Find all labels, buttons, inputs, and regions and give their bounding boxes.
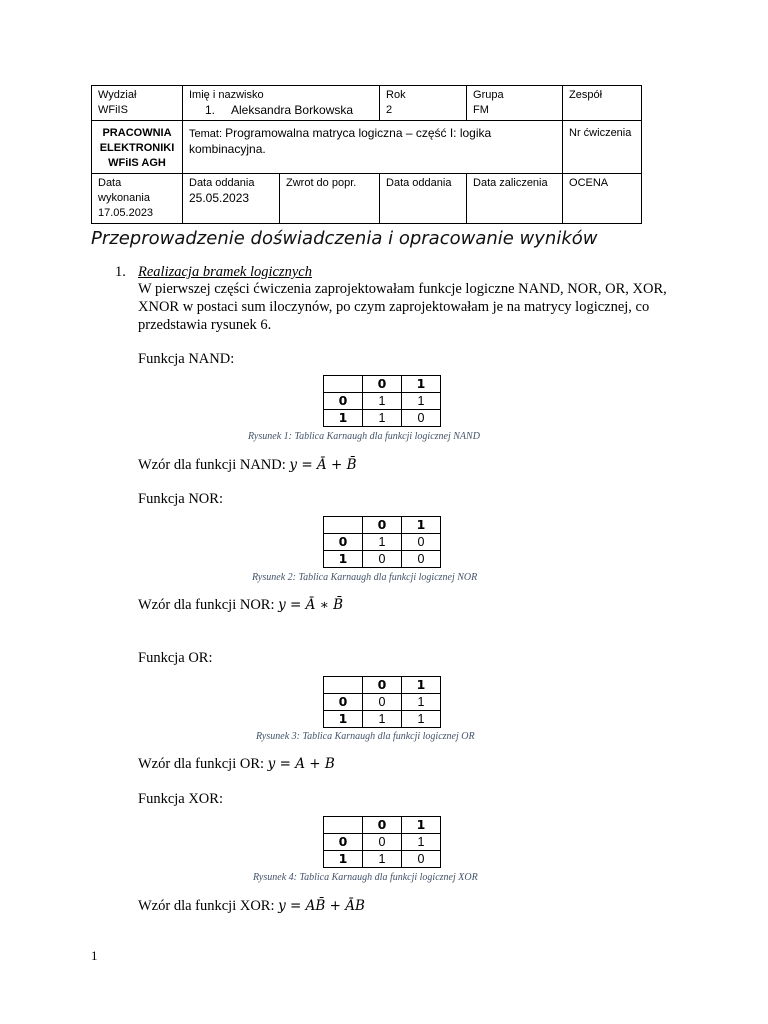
grupa-label: Grupa: [473, 89, 504, 101]
temat-cell: [183, 121, 563, 174]
or-kmap: [323, 676, 441, 728]
pracownia-line3: WFiIS AGH: [108, 157, 166, 169]
kmap-row-header: 1: [324, 410, 363, 427]
kmap-cell: 0: [363, 834, 402, 851]
page-number: 1: [91, 948, 98, 963]
nor-formula: y = Ā ∗ B̄: [278, 597, 344, 613]
kmap-row-header: 1: [324, 851, 363, 868]
kmap-col-header: 1: [402, 517, 441, 534]
kmap-col-header: 0: [363, 677, 402, 694]
intro-line-3: przedstawia rysunek 6.: [138, 317, 272, 333]
kmap-cell: 1: [402, 393, 441, 410]
kmap-cell: 1: [363, 410, 402, 427]
kmap-corner: [324, 517, 363, 534]
wydzial-label: Wydział: [98, 89, 137, 101]
kmap-corner: [324, 817, 363, 834]
kmap-cell: 1: [402, 711, 441, 728]
kmap-cell: 1: [363, 393, 402, 410]
kmap-cell: 0: [363, 551, 402, 568]
zwrot-cell: [280, 174, 380, 224]
data-oddania-value: 25.05.2023: [189, 191, 250, 205]
data-wykonania-value: 17.05.2023: [98, 207, 154, 219]
kmap-cell: 0: [402, 551, 441, 568]
kmap-cell: 1: [402, 694, 441, 711]
or-formula-line: [138, 755, 335, 773]
nand-formula-label: Wzór dla funkcji NAND:: [138, 457, 286, 473]
rok-cell: [380, 86, 467, 121]
data-oddania-label: Data oddania: [189, 177, 255, 189]
kmap-row-header: 0: [324, 393, 363, 410]
data-zaliczenia-cell: [467, 174, 563, 224]
kmap-col-header: 1: [402, 376, 441, 393]
pracownia-line1: PRACOWNIA: [102, 127, 172, 139]
intro-line-1: W pierwszej części ćwiczenia zaprojektowałam funkcje logiczne NAND, NOR, OR, XOR,: [138, 281, 667, 297]
kmap-row-header: 0: [324, 694, 363, 711]
data-wykonania-label: Data wykonania: [98, 177, 150, 204]
or-label: Funkcja OR:: [138, 650, 213, 666]
nor-formula-line: [138, 596, 343, 614]
nor-caption: Rysunek 2: Tablica Karnaugh dla funkcji logicznej NOR: [252, 572, 478, 583]
xor-formula-label: Wzór dla funkcji XOR:: [138, 898, 275, 914]
wydzial-value: WFiIS: [98, 104, 128, 116]
rok-label: Rok: [386, 89, 406, 101]
kmap-cell: 0: [402, 851, 441, 868]
grupa-value: FM: [473, 104, 489, 116]
wydzial-cell: [92, 86, 183, 121]
data-oddania2-cell: [380, 174, 467, 224]
pracownia-line2: ELEKTRONIKI: [99, 142, 175, 154]
kmap-cell: 0: [402, 534, 441, 551]
kmap-col-header: 1: [402, 817, 441, 834]
kmap-cell: 0: [402, 410, 441, 427]
or-formula-label: Wzór dla funkcji OR:: [138, 756, 265, 772]
nor-label: Funkcja NOR:: [138, 491, 223, 507]
or-formula: y = A + B: [267, 756, 335, 772]
ocena-cell: [563, 174, 642, 224]
kmap-corner: [324, 376, 363, 393]
kmap-corner: [324, 677, 363, 694]
data-zaliczenia-label: Data zaliczenia: [473, 177, 548, 189]
imie-value: 1. Aleksandra Borkowska: [205, 103, 354, 117]
kmap-cell: 1: [363, 711, 402, 728]
kmap-col-header: 0: [363, 376, 402, 393]
item-number: 1.: [115, 264, 126, 280]
kmap-col-header: 1: [402, 677, 441, 694]
nor-formula-label: Wzór dla funkcji NOR:: [138, 597, 275, 613]
kmap-row-header: 1: [324, 711, 363, 728]
data-oddania-cell: [183, 174, 280, 224]
nand-formula-line: [138, 456, 357, 474]
xor-kmap: [323, 816, 441, 868]
section-title: Przeprowadzenie doświadczenia i opracowanie wyników: [91, 228, 598, 249]
kmap-col-header: 0: [363, 517, 402, 534]
nand-formula: y = Ā + B̄: [289, 457, 357, 473]
intro-line-2: XNOR w postaci sum iloczynów, po czym zaprojektowałam je na matrycy logicznej, co: [138, 299, 650, 315]
grupa-cell: [467, 86, 563, 121]
nor-kmap: [323, 516, 441, 568]
kmap-cell: 1: [363, 534, 402, 551]
kmap-col-header: 0: [363, 817, 402, 834]
temat-label: Temat:: [189, 128, 223, 140]
rok-value: 2: [386, 104, 393, 116]
temat-value: Programowalna matryca logiczna – część I: logika kombinacyjna.: [189, 126, 492, 156]
kmap-row-header: 1: [324, 551, 363, 568]
data-wykonania-cell: [92, 174, 183, 224]
zespol-label: Zespół: [569, 89, 603, 101]
kmap-cell: 1: [402, 834, 441, 851]
imie-cell: [183, 86, 380, 121]
xor-caption: Rysunek 4: Tablica Karnaugh dla funkcji logicznej XOR: [253, 872, 478, 883]
ocena-label: OCENA: [569, 177, 609, 189]
zespol-cell: [563, 86, 642, 121]
kmap-row-header: 0: [324, 834, 363, 851]
nand-kmap: [323, 375, 441, 427]
nand-label: Funkcja NAND:: [138, 351, 235, 367]
nand-caption: Rysunek 1: Tablica Karnaugh dla funkcji logicznej NAND: [248, 431, 480, 442]
item-title: Realizacja bramek logicznych: [138, 264, 312, 280]
pracownia-cell: [92, 121, 183, 174]
kmap-cell: 1: [363, 851, 402, 868]
kmap-cell: 0: [363, 694, 402, 711]
xor-label: Funkcja XOR:: [138, 791, 223, 807]
kmap-row-header: 0: [324, 534, 363, 551]
nr-cwiczenia-label: Nr ćwiczenia: [569, 127, 632, 139]
data-oddania2-label: Data oddania: [386, 177, 452, 189]
xor-formula-line: [138, 897, 365, 915]
or-caption: Rysunek 3: Tablica Karnaugh dla funkcji logicznej OR: [256, 731, 475, 742]
zwrot-label: Zwrot do popr.: [286, 177, 357, 189]
imie-label: Imię i nazwisko: [189, 89, 264, 101]
xor-formula: y = AB̄ + ĀB: [278, 898, 365, 914]
header-table: [91, 85, 642, 224]
nr-cwiczenia-cell: [563, 121, 642, 174]
